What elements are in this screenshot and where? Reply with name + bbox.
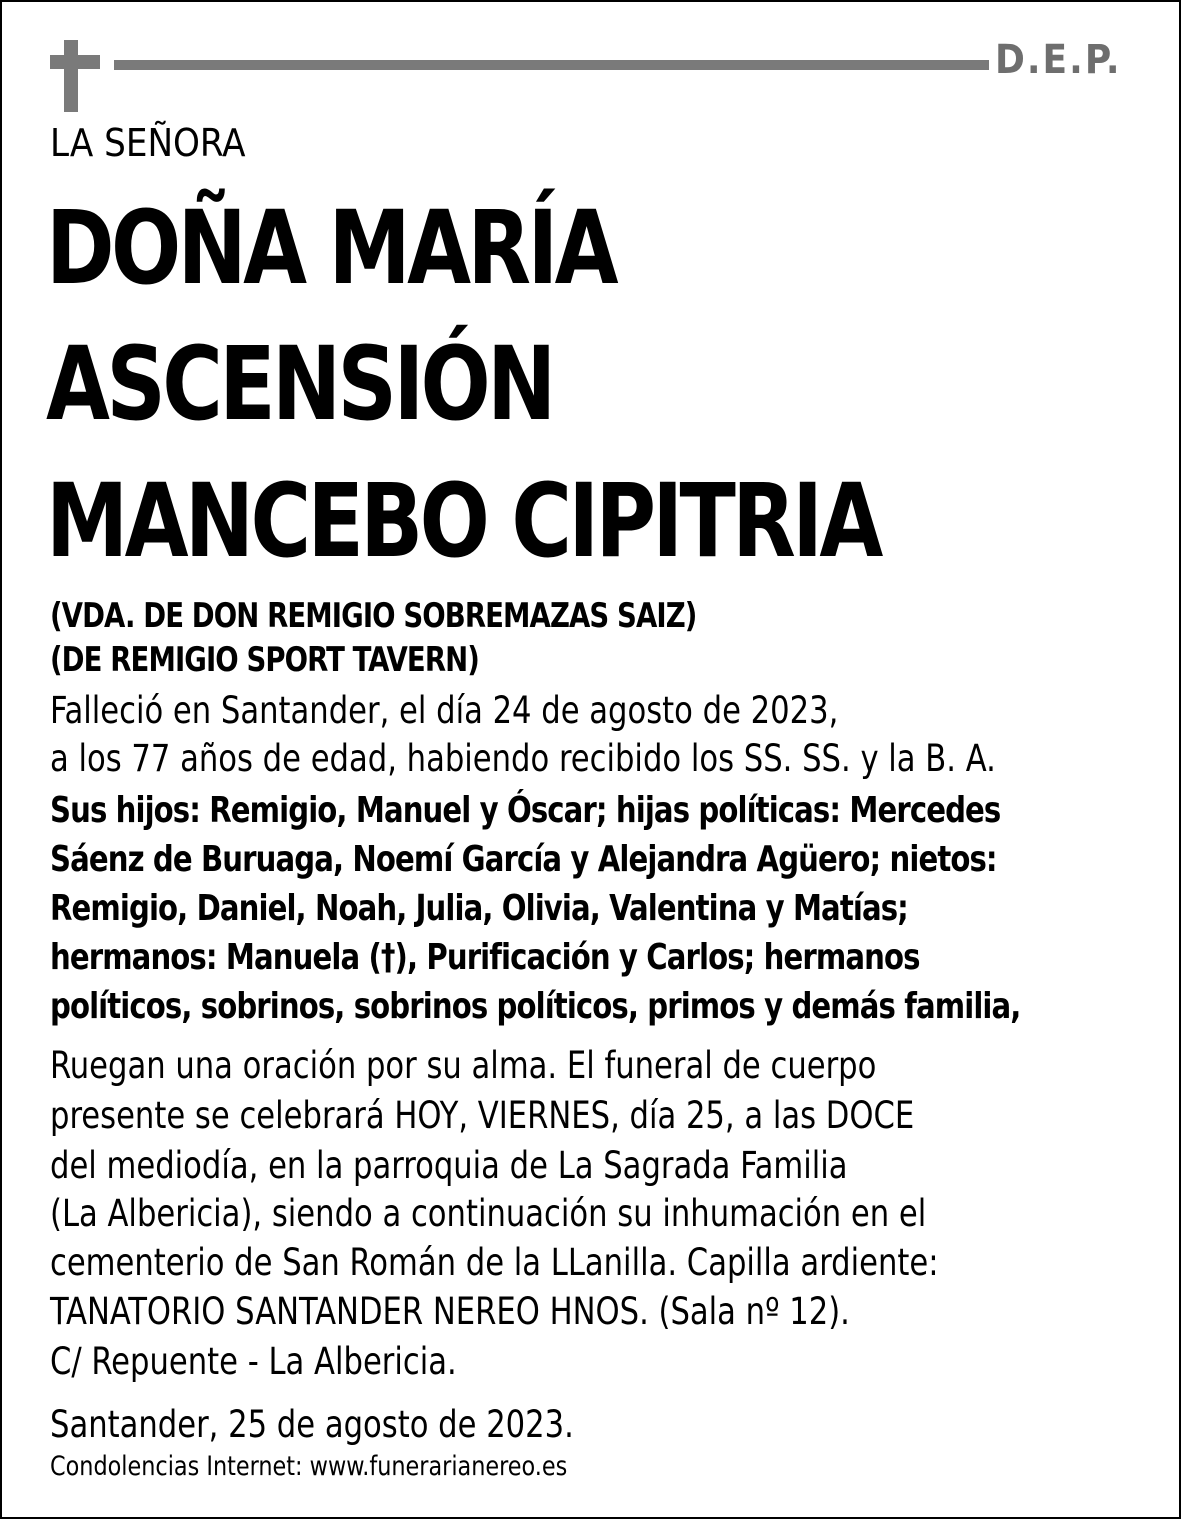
family-line-5: políticos, sobrinos, sobrinos políticos, primos y demás familia, xyxy=(50,986,1021,1027)
place-date: Santander, 25 de agosto de 2023. xyxy=(50,1403,574,1446)
condolences-line: Condolencias Internet: www.funerarianereo.es xyxy=(50,1451,568,1482)
service-line-1: Ruegan una oración por su alma. El funeral de cuerpo xyxy=(50,1044,877,1087)
cross-horizontal-bar xyxy=(50,55,100,69)
death-line-1: Falleció en Santander, el día 24 de agosto de 2023, xyxy=(50,689,839,732)
deceased-name-line-1: DOÑA MARÍA xyxy=(46,189,615,308)
subtitle-line-2: (DE REMIGIO SPORT TAVERN) xyxy=(50,640,479,680)
family-line-4: hermanos: Manuela (†), Purificación y Carlos; hermanos xyxy=(50,937,920,978)
service-line-6: TANATORIO SANTANDER NEREO HNOS. (Sala nº 12). xyxy=(50,1290,850,1333)
family-line-2: Sáenz de Buruaga, Noemí García y Alejandra Agüero; nietos: xyxy=(50,839,997,880)
service-line-3: del mediodía, en la parroquia de La Sagrada Familia xyxy=(50,1144,848,1187)
family-line-3: Remigio, Daniel, Noah, Julia, Olivia, Valentina y Matías; xyxy=(50,888,908,929)
subtitle-line-1: (VDA. DE DON REMIGIO SOBREMAZAS SAIZ) xyxy=(50,596,697,636)
dep-label: D.E.P. xyxy=(995,37,1122,83)
header-rule xyxy=(114,60,989,70)
deceased-name-line-2: ASCENSIÓN xyxy=(46,325,553,444)
family-line-1: Sus hijos: Remigio, Manuel y Óscar; hijas políticas: Mercedes xyxy=(50,790,1001,831)
pre-title: LA SEÑORA xyxy=(50,121,246,165)
death-line-2: a los 77 años de edad, habiendo recibido los SS. SS. y la B. A. xyxy=(50,737,996,780)
cross-vertical-bar xyxy=(64,40,78,112)
service-line-2: presente se celebrará HOY, VIERNES, día 25, a las DOCE xyxy=(50,1094,915,1137)
service-line-5: cementerio de San Román de la LLanilla. Capilla ardiente: xyxy=(50,1241,939,1284)
service-line-4: (La Albericia), siendo a continuación su inhumación en el xyxy=(50,1192,927,1235)
deceased-name-line-3: MANCEBO CIPITRIA xyxy=(46,462,880,581)
service-line-7: C/ Repuente - La Albericia. xyxy=(50,1340,457,1383)
